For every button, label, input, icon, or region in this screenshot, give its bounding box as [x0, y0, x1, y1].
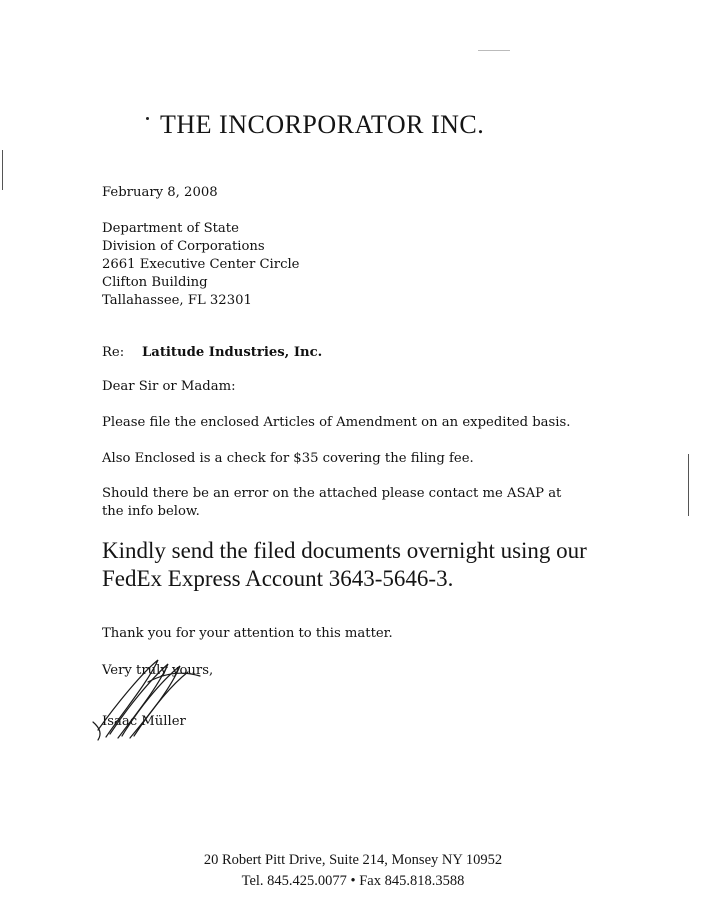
- thank-you-line: Thank you for your attention to this matter.: [102, 626, 393, 641]
- address-line: Clifton Building: [102, 275, 208, 290]
- footer-address: 20 Robert Pitt Drive, Suite 214, Monsey NY 10952: [203, 852, 503, 868]
- paragraph-filing-request: Please file the enclosed Articles of Amendment on an expedited basis.: [102, 415, 571, 430]
- paragraph-error-contact: [102, 485, 561, 521]
- instruction-line: Kindly send the filed documents overnight using our: [102, 538, 587, 563]
- letterhead-dot: [146, 117, 149, 120]
- address-line: Tallahassee, FL 32301: [102, 293, 252, 308]
- instruction-line: FedEx Express Account 3643-5646-3.: [102, 566, 454, 591]
- signer-name: Isaac Müller: [102, 714, 186, 729]
- scan-artifact-left: [2, 150, 3, 190]
- scan-artifact-top: [478, 50, 510, 51]
- letter-date: February 8, 2008: [102, 185, 218, 200]
- subject-company: Latitude Industries, Inc.: [142, 345, 323, 360]
- handwritten-signature: [88, 652, 218, 742]
- subject-line: [102, 344, 322, 362]
- paragraph-line: the info below.: [102, 504, 200, 519]
- paragraph-line: Should there be an error on the attached please contact me ASAP at: [102, 486, 562, 501]
- closing: Very truly yours,: [102, 663, 214, 678]
- subject-label: Re:: [102, 345, 125, 360]
- scan-artifact-right: [688, 454, 689, 516]
- recipient-address: [102, 220, 299, 310]
- letterhead-company-name: THE INCORPORATOR INC.: [160, 110, 485, 139]
- salutation: Dear Sir or Madam:: [102, 379, 236, 394]
- paragraph-fee-check: Also Enclosed is a check for $35 covering the filing fee.: [102, 451, 474, 466]
- address-line: 2661 Executive Center Circle: [102, 257, 300, 272]
- fedex-instruction: [102, 537, 587, 593]
- address-line: Division of Corporations: [102, 239, 265, 254]
- address-line: Department of State: [102, 221, 239, 236]
- footer-contact: Tel. 845.425.0077 • Fax 845.818.3588: [241, 873, 465, 889]
